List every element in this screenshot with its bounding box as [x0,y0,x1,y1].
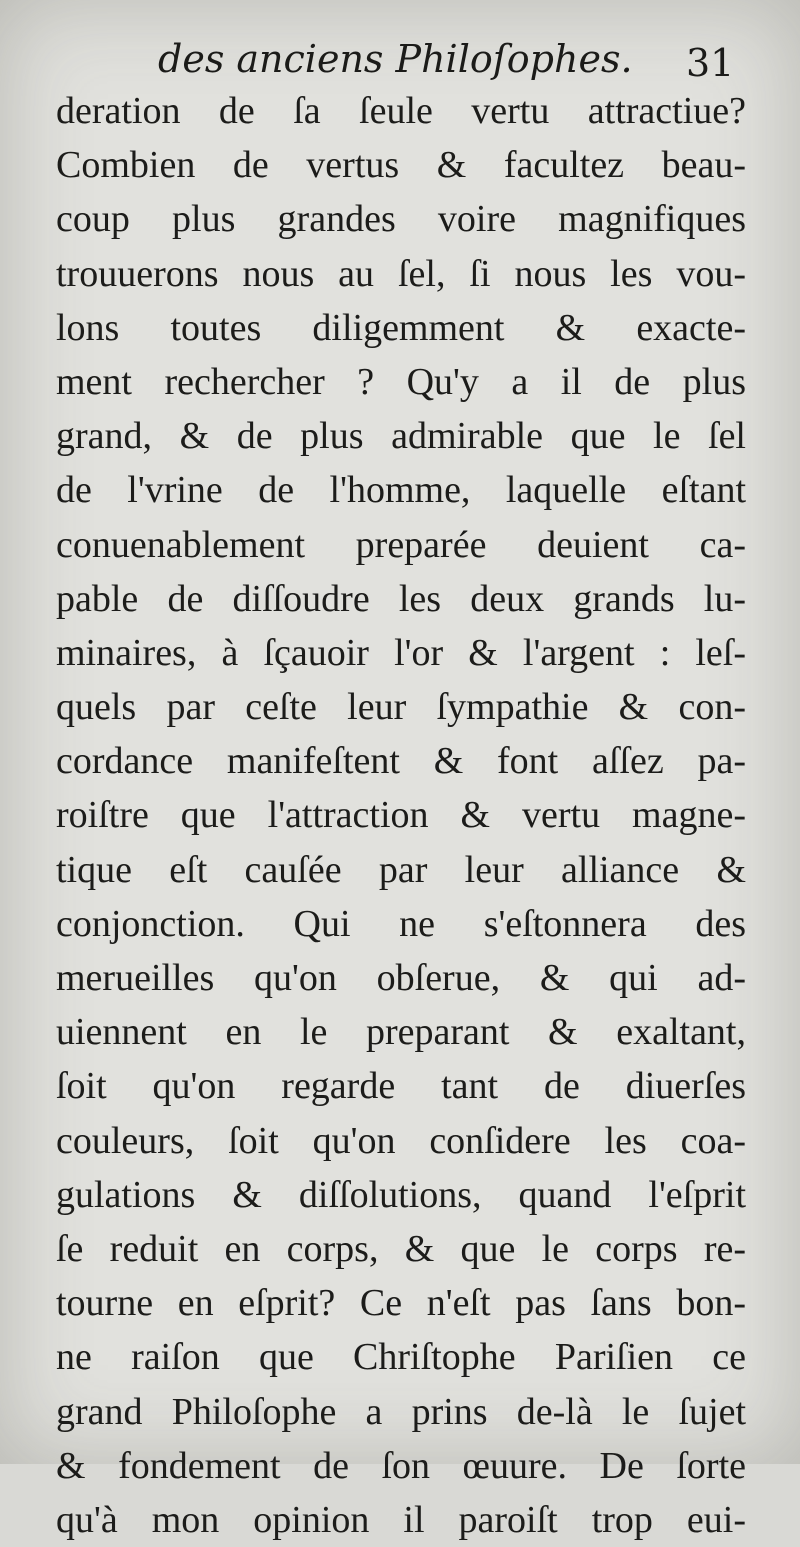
body-text [56,84,746,1547]
text-line: conjonction. Qui ne s'eſtonnera des [56,902,746,945]
text-line: ment rechercher ? Qu'y a il de plus [56,360,746,403]
text-line: couleurs, ſoit qu'on conſidere les coa- [56,1119,746,1162]
text-line: & fondement de ſon œuure. De ſorte [56,1444,746,1487]
text-line: ne raiſon que Chriſtophe Pariſien ce [56,1336,746,1379]
text-line: deration de ſa ſeule vertu attractiue? [56,90,746,132]
text-line: ſe reduit en corps, & que le corps re- [56,1227,746,1270]
text-line: grand, & de plus admirable que le ſel [56,415,746,458]
text-line: roiſtre que l'attraction & vertu magne- [56,794,746,837]
running-head [0,32,800,92]
text-line: tique eſt cauſée par leur alliance & [56,848,746,891]
text-line: Combien de vertus & facultez beau- [56,144,746,187]
text-line: de l'vrine de l'homme, laquelle eſtant [56,469,746,512]
text-line: pable de diſſoudre les deux grands lu- [56,577,746,620]
text-line: tourne en eſprit? Ce n'eſt pas ſans bon- [56,1282,746,1325]
text-line: conuenablement preparée deuient ca- [56,523,746,566]
text-line: grand Philoſophe a prins de-là le ſujet [56,1390,746,1433]
text-line: minaires, à ſçauoir l'or & l'argent : leſ- [56,631,746,674]
text-line: lons toutes diligemment & exacte- [56,306,746,349]
text-line: merueilles qu'on obſerue, & qui ad- [56,957,746,999]
page-number: 31 [686,41,735,85]
text-line: coup plus grandes voire magnifiques [56,198,746,241]
running-title: des anciens Philoſophes. [158,37,633,81]
text-line: cordance manifeſtent & font aſſez pa- [56,740,746,783]
text-line: uiennent en le preparant & exaltant, [56,1011,746,1054]
text-line: quels par ceſte leur ſympathie & con- [56,686,746,729]
text-line: gulations & diſſolutions, quand l'eſprit [56,1173,746,1216]
text-line: trouuerons nous au ſel, ſi nous les vou- [56,252,746,295]
text-line: ſoit qu'on regarde tant de diuerſes [56,1065,746,1108]
text-line: qu'à mon opinion il paroiſt trop eui- [56,1498,746,1541]
